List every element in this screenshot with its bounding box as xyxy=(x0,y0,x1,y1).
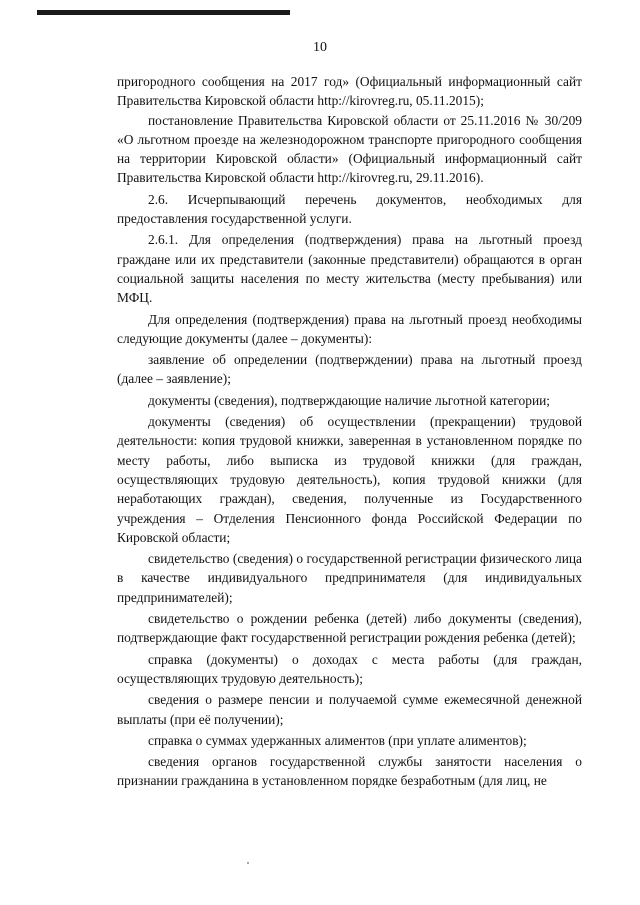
page-number: 10 xyxy=(313,40,327,55)
paragraph: постановление Правительства Кировской области от 25.11.2016 № 30/209 «О льготном проезде на железнодорожном транспорте пригородного сообщения на территории Кировской области» (Официальный информационный сайт Правительства Кировской области http://kirovreg.ru, 29.11.2016). xyxy=(117,112,582,186)
paragraph: документы (сведения), подтверждающие наличие льготной категории; xyxy=(148,392,550,408)
paragraph: Для определения (подтверждения) права на льготный проезд необходимы следующие документы (далее – документы): xyxy=(117,311,582,346)
paragraph: сведения о размере пенсии и получаемой сумме ежемесячной денежной выплаты (при её получении); xyxy=(117,692,582,727)
paragraph: справка (документы) о доходах с места работы (для граждан, осуществляющих трудовую деятельность); xyxy=(117,651,582,686)
paragraph: документы (сведения) об осуществлении (прекращении) трудовой деятельности: копия трудовой книжки, заверенная в установленном порядке по месту работы, либо выписка из трудовой книжки (для граждан, осуществляющих трудовую деятельность), копия трудовой книжки (для неработающих граждан), сведения, полученные из Государственного учреждения – Отделения Пенсионного фонда Российской Федерации по Кировской области; xyxy=(117,414,582,545)
paragraph: пригородного сообщения на 2017 год» (Официальный информационный сайт Правительства Кировской области http://kirovreg.ru, 05.11.2015); xyxy=(117,74,582,109)
document-body xyxy=(117,72,582,791)
paragraph: сведения органов государственной службы занятости населения о признании гражданина в установленном порядке безработным (для лиц, не xyxy=(117,754,582,789)
paragraph: 2.6.1. Для определения (подтверждения) права на льготный проезд граждане или их представители (законные представители) обращаются в орган социальной защиты населения по месту жительства (месту пребывания) или МФЦ. xyxy=(117,232,582,306)
paragraph: справка о суммах удержанных алиментов (при уплате алиментов); xyxy=(148,732,527,748)
paragraph: свидетельство о рождении ребенка (детей) либо документы (сведения), подтверждающие факт государственной регистрации рождения ребенка (детей); xyxy=(117,611,582,646)
paragraph: свидетельство (сведения) о государственной регистрации физического лица в качестве индивидуального предпринимателя (для индивидуальных предпринимателей); xyxy=(117,551,582,605)
scan-speck xyxy=(247,862,249,864)
paragraph: 2.6. Исчерпывающий перечень документов, необходимых для предоставления государственной услуги. xyxy=(117,191,582,227)
paragraph: заявление об определении (подтверждении) права на льготный проезд (далее – заявление); xyxy=(117,352,582,387)
top-rule xyxy=(37,10,290,15)
